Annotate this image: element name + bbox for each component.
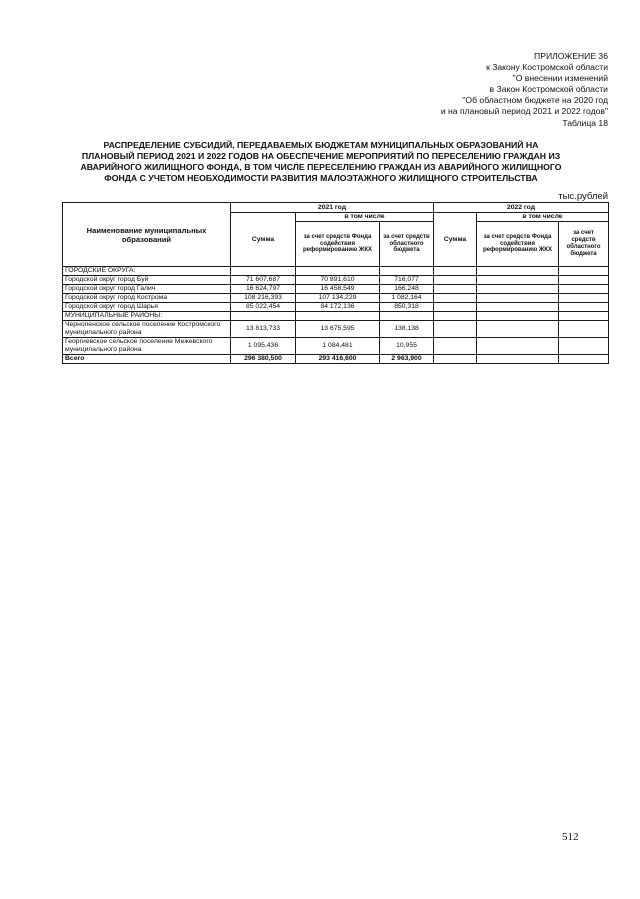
row-sum-2021: 13 813,733 <box>231 321 296 338</box>
appendix-line: ПРИЛОЖЕНИЕ 36 <box>534 51 608 61</box>
total-regional-2021: 2 963,900 <box>380 355 434 364</box>
row-regional-2021: 716,077 <box>380 276 434 285</box>
row-fund-2021: 70 891,610 <box>296 276 380 285</box>
header-municipality: Наименование муниципальных образований <box>63 203 231 267</box>
subsidy-table <box>62 202 609 364</box>
header-including-2021: в том числе <box>296 213 434 222</box>
row-sum-2021: 16 624,797 <box>231 285 296 294</box>
row-sum-2021: 1 095,436 <box>231 338 296 355</box>
document-title <box>40 140 602 184</box>
appendix-line: "Об областном бюджете на 2020 год <box>462 95 608 106</box>
section-row <box>63 312 609 321</box>
row-fund-2021: 16 458,549 <box>296 285 380 294</box>
row-fund-2021: 107 134,229 <box>296 294 380 303</box>
row-regional-2021: 850,318 <box>380 303 434 312</box>
row-sum-2021: 71 607,687 <box>231 276 296 285</box>
row-sum-2021: 85 022,454 <box>231 303 296 312</box>
row-name: Георгиевское сельское поселение Межевского муниципального района <box>63 338 231 355</box>
appendix-line: и на плановый период 2021 и 2022 годов" <box>440 106 608 117</box>
title-line: ФОНДА С УЧЕТОМ НЕОБХОДИМОСТИ РАЗВИТИЯ МАЛОЭТАЖНОГО ЖИЛИЩНОГО СТРОИТЕЛЬСТВА <box>104 173 538 184</box>
table-row <box>63 276 609 285</box>
header-fund-2021: за счет средств Фонда содействия реформированию ЖКХ <box>296 222 380 267</box>
title-line: РАСПРЕДЕЛЕНИЕ СУБСИДИЙ, ПЕРЕДАВАЕМЫХ БЮДЖЕТАМ МУНИЦИПАЛЬНЫХ ОБРАЗОВАНИЙ НА <box>103 140 539 150</box>
table-row <box>63 294 609 303</box>
appendix-line: "О внесении изменений <box>512 73 608 84</box>
total-row <box>63 355 609 364</box>
units-label: тыс.рублей <box>558 191 608 202</box>
row-name: Чернопенское сельское поселение Костромского муниципального района <box>63 321 231 338</box>
table-row <box>63 285 609 294</box>
row-name: Городской округ город Шарья <box>63 303 231 312</box>
row-fund-2021: 13 675,595 <box>296 321 380 338</box>
table-row <box>63 321 609 338</box>
total-label: Всего <box>63 355 231 364</box>
header-year-2021: 2021 год <box>231 203 434 213</box>
section-municipal: МУНИЦИПАЛЬНЫЕ РАЙОНЫ: <box>63 312 231 321</box>
row-fund-2021: 1 084,481 <box>296 338 380 355</box>
row-regional-2021: 1 082,164 <box>380 294 434 303</box>
row-name: Городской округ город Кострома <box>63 294 231 303</box>
appendix-line: к Закону Костромской области <box>486 62 608 73</box>
row-sum-2021: 108 216,393 <box>231 294 296 303</box>
row-regional-2021: 166,248 <box>380 285 434 294</box>
total-sum-2021: 296 380,500 <box>231 355 296 364</box>
row-name: Городской округ город Буй <box>63 276 231 285</box>
appendix-line: в Закон Костромской области <box>489 84 608 95</box>
section-urban: ГОРОДСКИЕ ОКРУГА: <box>63 267 231 276</box>
row-regional-2021: 10,955 <box>380 338 434 355</box>
header-including-2022: в том числе <box>477 213 609 222</box>
row-name: Городской округ город Галич <box>63 285 231 294</box>
table-number: Таблица 18 <box>562 117 608 128</box>
title-line: АВАРИЙНОГО ЖИЛИЩНОГО ФОНДА, В ТОМ ЧИСЛЕ ПЕРЕСЕЛЕНИЮ ГРАЖДАН ИЗ АВАРИЙНОГО ЖИЛИЩНОГО <box>80 162 562 173</box>
header-fund-2022: за счет средств Фонда содействия реформированию ЖКХ <box>477 222 559 267</box>
title-line: ПЛАНОВЫЙ ПЕРИОД 2021 И 2022 ГОДОВ НА ОБЕСПЕЧЕНИЕ МЕРОПРИЯТИЙ ПО ПЕРЕСЕЛЕНИЮ ГРАЖДАН ИЗ <box>81 151 561 162</box>
section-row <box>63 267 609 276</box>
header-sum-2022: Сумма <box>434 213 477 267</box>
row-regional-2021: 138,138 <box>380 321 434 338</box>
header-sum-2021: Сумма <box>231 213 296 267</box>
appendix-reference <box>288 51 608 129</box>
table-row <box>63 338 609 355</box>
page-number: 512 <box>562 831 579 843</box>
table-row <box>63 303 609 312</box>
total-fund-2021: 293 416,600 <box>296 355 380 364</box>
header-regional-2022: за счет средств областного бюджета <box>559 222 609 267</box>
header-year-2022: 2022 год <box>434 203 609 213</box>
header-regional-2021: за счет средств областного бюджета <box>380 222 434 267</box>
row-fund-2021: 84 172,136 <box>296 303 380 312</box>
